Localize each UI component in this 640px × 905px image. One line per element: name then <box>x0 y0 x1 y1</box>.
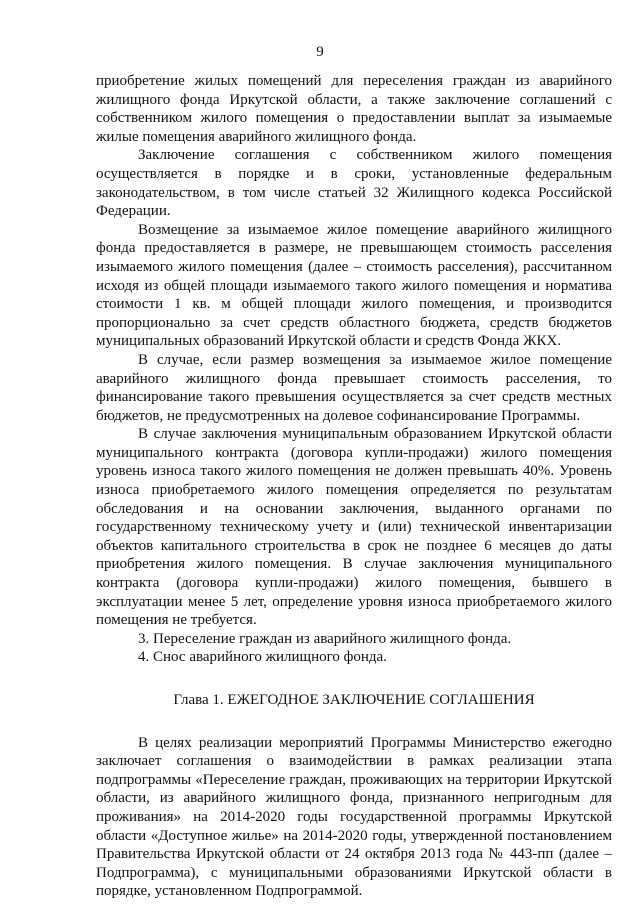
paragraph: В целях реализации мероприятий Программы Министерство ежегодно заключает соглашения о взаимодействии в рамках реализации этапа подпрограммы «Переселение граждан, проживающих на территории Иркутской области, из аварийного жилищного фонда, признанного непригодным для проживания» на 2014-2020 годы государственной программы Иркутской области «Доступное жилье» на 2014-2020 годы, утвержденной постановлением Правительства Иркутской области от 24 октября 2013 года № 443-пп (далее – Подпрограмма), с муниципальными образованиями Иркутской области в порядке, установленном Подпрограммой. <box>96 734 612 900</box>
chapter-heading: Глава 1. ЕЖЕГОДНОЕ ЗАКЛЮЧЕНИЕ СОГЛАШЕНИЯ <box>173 692 535 708</box>
paragraph: Возмещение за изымаемое жилое помещение аварийного жилищного фонда предоставляется в размере, не превышающем стоимость расселения изымаемого жилого помещения (далее – стоимость расселения), рассчитанном исходя из общей площади изымаемого такого жилого помещения и норматива стоимости 1 кв. м общей площади жилого помещения, и производится пропорционально за счет средств областного бюджета, средств бюджетов муниципальных образований Иркутской области и средств Фонда ЖКХ. <box>96 221 612 350</box>
list-item: 3. Переселение граждан из аварийного жилищного фонда. <box>138 630 512 647</box>
paragraph: В случае, если размер возмещения за изымаемое жилое помещение аварийного жилищного фонда превышает стоимость расселения, то финансирование такого превышения осуществляется за счет средств местных бюджетов, не предусмотренных на долевое софинансирование Программы. <box>96 351 612 424</box>
paragraph: приобретение жилых помещений для переселения граждан из аварийного жилищного фонда Иркутской области, а также заключение соглашений с собственником жилого помещения о предоставлении выплат за изымаемые жилые помещения аварийного жилищного фонда. <box>96 73 612 145</box>
list-item: 4. Снос аварийного жилищного фонда. <box>138 649 387 666</box>
page-number: 9 <box>316 44 324 60</box>
document-body <box>96 72 612 901</box>
paragraph: В случае заключения муниципальным образованием Иркутской области муниципального контракта (договора купли-продажи) жилого помещения уровень износа такого жилого помещения не должен превышать 40%. Уровень износа приобретаемого жилого помещения определяется по результатам обследования и на основании заключения, выданного органами по государственному техническому учету и (или) технической инвентаризации объектов капитального строительства в срок не позднее 6 месяцев до даты приобретения жилого помещения. В случае заключения муниципального контракта (договора купли-продажи) жилого помещения, бывшего в эксплуатации менее 5 лет, определение уровня износа приобретаемого жилого помещения не требуется. <box>96 426 612 629</box>
paragraph: Заключение соглашения с собственником жилого помещения осуществляется в порядке и в сроки, установленные федеральным законодательством, в том числе статьей 32 Жилищного кодекса Российской Федерации. <box>96 147 612 220</box>
